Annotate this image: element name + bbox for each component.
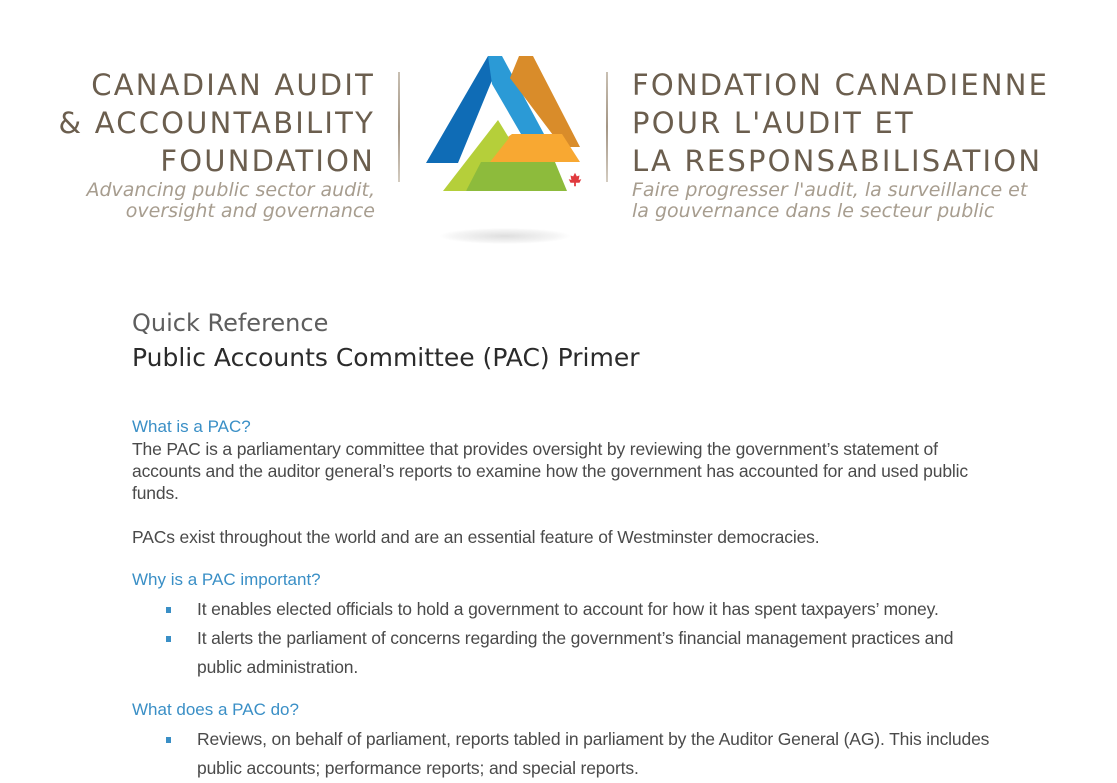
square-bullet-icon (166, 607, 171, 613)
letterhead (0, 0, 1117, 260)
paragraph: The PAC is a parliamentary committee that provides oversight by reviewing the government’s statement of accounts and the auditor general’s reports to examine how the government has accounted for and used public funds. (132, 439, 968, 503)
french-org-name-line-2: POUR L'AUDIT ET (632, 106, 915, 140)
list-item (197, 595, 992, 624)
section-heading: What does a PAC do? (132, 700, 299, 719)
document-subtitle: Quick Reference (132, 309, 329, 337)
english-org-name-line-2: & ACCOUNTABILITY (58, 106, 375, 140)
english-tagline-line-2: oversight and governance (125, 200, 375, 222)
logo-shadow (440, 228, 570, 244)
french-tagline-line-1: Faire progresser l'audit, la surveillance et (632, 179, 1028, 201)
section-what-pac-does (132, 699, 992, 783)
document-body (132, 306, 992, 783)
section-what-is-pac (132, 416, 992, 548)
section-heading: Why is a PAC important? (132, 570, 321, 589)
bullet-list (132, 595, 992, 682)
list-item-text: It alerts the parliament of concerns regarding the government’s financial management practices and public administration. (197, 628, 954, 677)
list-item-text: It enables elected officials to hold a government to account for how it has spent taxpayers’ money. (197, 599, 939, 619)
left-divider (398, 72, 400, 182)
english-org-block (59, 66, 376, 222)
french-org-block (632, 66, 1049, 222)
maple-leaf-icon (569, 173, 582, 187)
bullet-list (132, 725, 992, 783)
list-item (197, 725, 992, 783)
list-item-text: Reviews, on behalf of parliament, reports tabled in parliament by the Auditor General (AG). This includes public accounts; performance reports; and special reports. (197, 729, 990, 778)
square-bullet-icon (166, 636, 171, 642)
section-heading: What is a PAC? (132, 417, 251, 436)
square-bullet-icon (166, 737, 171, 743)
document-title: Public Accounts Committee (PAC) Primer (132, 343, 640, 372)
english-org-name-line-3: FOUNDATION (160, 144, 375, 178)
triangle-logo-icon (420, 50, 600, 200)
french-tagline-line-2: la gouvernance dans le secteur public (632, 200, 995, 222)
list-item (197, 624, 992, 682)
paragraph: PACs exist throughout the world and are an essential feature of Westminster democracies. (132, 527, 820, 547)
english-tagline-line-1: Advancing public sector audit, (86, 179, 375, 201)
right-divider (606, 72, 608, 182)
section-why-pac-important (132, 569, 992, 682)
english-org-name-line-1: CANADIAN AUDIT (91, 68, 375, 102)
french-org-name-line-1: FONDATION CANADIENNE (632, 68, 1050, 102)
french-org-name-line-3: LA RESPONSABILISATION (632, 144, 1043, 178)
